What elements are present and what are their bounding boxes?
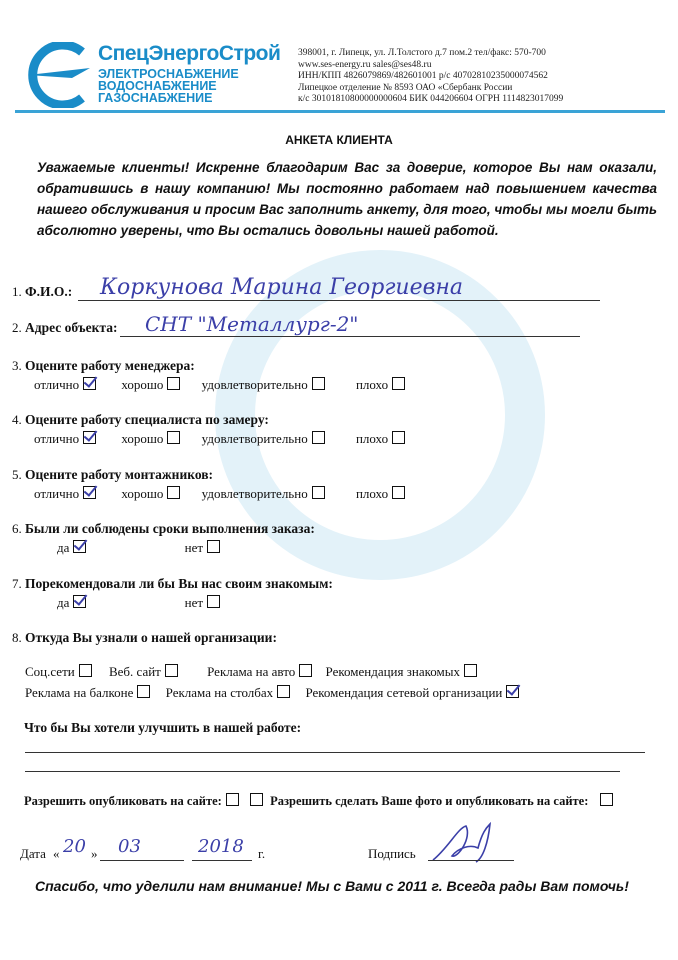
q4-checkbox-satisfactory[interactable] <box>312 431 325 444</box>
q8-checkbox-friends[interactable] <box>464 664 477 677</box>
contact-line: 398001, г. Липецк, ул. Л.Толстого д.7 пом.2 тел/факс: 570-700 <box>298 48 546 58</box>
improve-label: Что бы Вы хотели улучшить в нашей работе: <box>24 720 302 735</box>
publish-photo-checkbox[interactable] <box>250 793 263 806</box>
q4: 4. Оцените работу специалиста по замеру: <box>12 412 269 427</box>
contact-info <box>298 48 563 106</box>
intro-text: Уважаемые клиенты! Искренне благодарим Вас за доверие, которое Вы нам оказали, обратившись в нашу компанию! Мы постоянно работаем над повышением качества нашего обслуживания и просим Вас заполнить анкету, для того, чтобы мы могли быть абсолютно уверены, что Вы остались довольны нашей работой. <box>37 160 657 238</box>
q8-checkbox-website[interactable] <box>165 664 178 677</box>
q8-options-row1: Соц.сети Веб. сайт Реклама на авто Рекомендация знакомых <box>25 664 477 680</box>
publish-options: Разрешить опубликовать на сайте: Разрешить сделать Ваше фото и опубликовать на сайте: <box>24 793 613 809</box>
q8-options-row2: Реклама на балконе Реклама на столбах Рекомендация сетевой организации <box>25 685 519 701</box>
q8-checkbox-network-org[interactable] <box>506 685 519 698</box>
service-3: ГАЗОСНАБЖЕНИЕ <box>98 91 213 105</box>
publish-site-checkbox[interactable] <box>226 793 239 806</box>
date-year[interactable]: 2018 <box>198 836 244 857</box>
date-day[interactable]: 20 <box>63 836 86 857</box>
date-suffix: г. <box>258 846 266 861</box>
address-field[interactable]: СНТ "Металлург-2" <box>145 312 359 336</box>
header-divider <box>15 110 665 113</box>
q5-options: отлично хорошо удовлетворительно плохо <box>34 486 405 502</box>
service-2: ВОДОСНАБЖЕНИЕ <box>98 79 217 93</box>
q5: 5. Оцените работу монтажников: <box>12 467 214 482</box>
form-title: АНКЕТА КЛИЕНТА <box>285 133 393 147</box>
q8-checkbox-pole-ads[interactable] <box>277 685 290 698</box>
q3-checkbox-bad[interactable] <box>392 377 405 390</box>
date-quote-close: » <box>91 846 98 861</box>
q4-options: отлично хорошо удовлетворительно плохо <box>34 431 405 447</box>
q8-checkbox-car-ads[interactable] <box>299 664 312 677</box>
improve-line-1[interactable] <box>25 752 645 753</box>
address-underline <box>120 336 580 337</box>
q7: 7. Порекомендовали ли бы Вы нас своим знакомым: <box>12 576 333 591</box>
q4-checkbox-excellent[interactable] <box>83 431 96 444</box>
q6-options: да нет <box>57 540 220 556</box>
improve-line-2[interactable] <box>25 771 620 772</box>
q8-checkbox-social[interactable] <box>79 664 92 677</box>
fio-underline <box>78 300 600 301</box>
q8-checkbox-balcony-ads[interactable] <box>137 685 150 698</box>
contact-line: www.ses-energy.ru sales@ses48.ru <box>298 59 432 70</box>
q6-checkbox-no[interactable] <box>207 540 220 553</box>
q1: 1. Ф.И.О.: <box>12 284 73 299</box>
q4-checkbox-bad[interactable] <box>392 431 405 444</box>
date-quote-open: « <box>53 846 60 861</box>
q3-checkbox-excellent[interactable] <box>83 377 96 390</box>
fio-field[interactable]: Коркунова Марина Георгиевна <box>100 275 464 300</box>
q7-checkbox-yes[interactable] <box>73 595 86 608</box>
contact-line: Липецкое отделение № 8593 ОАО «Сбербанк России <box>298 82 513 93</box>
q5-checkbox-bad[interactable] <box>392 486 405 499</box>
service-1: ЭЛЕКТРОСНАБЖЕНИЕ <box>98 67 239 81</box>
q5-checkbox-satisfactory[interactable] <box>312 486 325 499</box>
contact-line: к/с 30101810800000000604 БИК 044206604 ОГРН 1114823017099 <box>298 94 564 104</box>
month-underline <box>100 860 184 861</box>
q6: 6. Были ли соблюдены сроки выполнения заказа: <box>12 521 315 536</box>
publish-photo-site-checkbox[interactable] <box>600 793 613 806</box>
year-underline <box>192 860 252 861</box>
q3: 3. Оцените работу менеджера: <box>12 358 195 373</box>
company-logo-icon <box>20 42 96 108</box>
q7-checkbox-no[interactable] <box>207 595 220 608</box>
company-name: СпецЭнергоСтрой <box>98 42 281 65</box>
q8: 8. Откуда Вы узнали о нашей организации: <box>12 630 277 645</box>
thanks-text: Спасибо, что уделили нам внимание! Мы с Вами с 2011 г. Всегда рады Вам помочь! <box>35 878 629 894</box>
date-month[interactable]: 03 <box>118 836 141 857</box>
signature-underline <box>428 860 514 861</box>
q7-options: да нет <box>57 595 220 611</box>
contact-line: ИНН/КПП 4826079869/482601001 р/с 40702810235000074562 <box>298 71 548 81</box>
signature-label: Подпись <box>368 846 416 861</box>
q3-options: отлично хорошо удовлетворительно плохо <box>34 377 405 393</box>
q3-checkbox-satisfactory[interactable] <box>312 377 325 390</box>
q2: 2. Адрес объекта: <box>12 320 118 335</box>
date-label: Дата <box>20 846 46 861</box>
q5-checkbox-good[interactable] <box>167 486 180 499</box>
q4-checkbox-good[interactable] <box>167 431 180 444</box>
q6-checkbox-yes[interactable] <box>73 540 86 553</box>
q5-checkbox-excellent[interactable] <box>83 486 96 499</box>
q3-checkbox-good[interactable] <box>167 377 180 390</box>
